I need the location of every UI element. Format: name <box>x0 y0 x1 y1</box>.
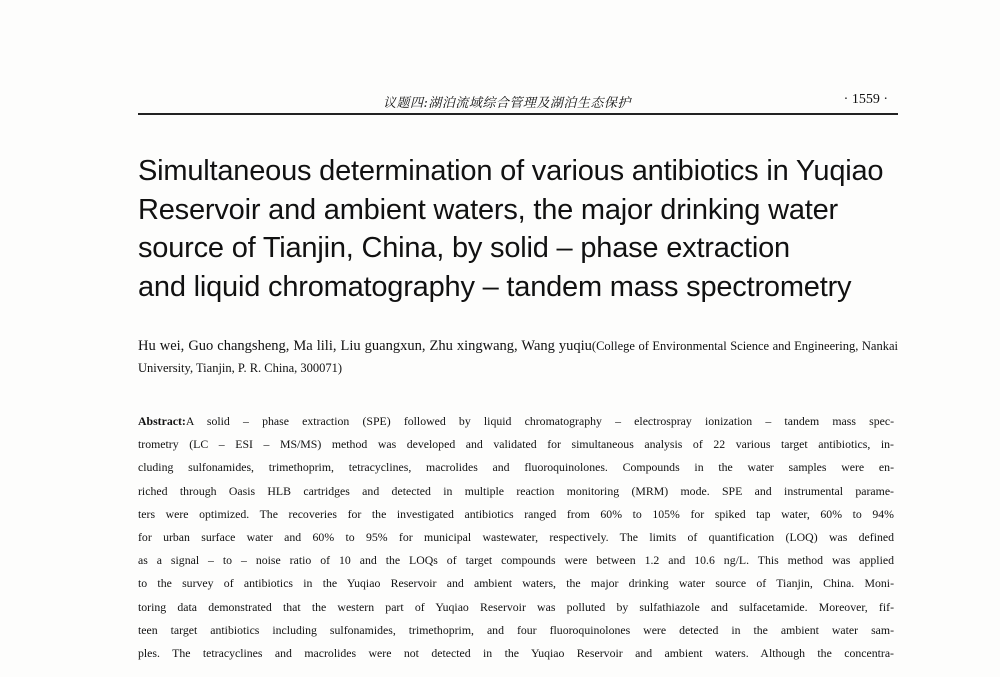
page-number: · 1559 · <box>843 92 888 107</box>
abstract-line: trometry (LC – ESI – MS/MS) method was developed and validated for simultaneous analysis of 22 various target antibiotics, in- <box>138 437 894 452</box>
abstract-line: riched through Oasis HLB cartridges and detected in multiple reaction monitoring (MRM) mode. SPE and instrumental parame- <box>138 483 894 498</box>
abstract-line: for urban surface water and 60% to 95% for municipal wastewater, respectively. The limits of quantification (LOQ) was defined <box>138 530 894 545</box>
title-line: Simultaneous determination of various antibiotics in Yuqiao <box>138 155 884 187</box>
abstract-line: to the survey of antibiotics in the Yuqiao Reservoir and ambient waters, the major drinking water source of Tianjin, China. Moni- <box>138 576 894 591</box>
header-rule <box>138 113 898 115</box>
abstract-line: teen target antibiotics including sulfonamides, trimethoprim, and four fluoroquinolones were detected in the ambient water sam- <box>138 622 894 637</box>
author-names: Hu wei, Guo changsheng, Ma lili, Liu guangxun, Zhu xingwang, Wang yuqiu <box>138 338 592 354</box>
title-line: Reservoir and ambient waters, the major drinking water <box>138 193 839 226</box>
author-affiliation: (College of Environmental Science and Engineering, Nankai University, Tianjin, P. R. China, 300071) <box>138 339 898 375</box>
abstract-line: ters were optimized. The recoveries for the investigated antibiotics ranged from 60% to 105% for spiked tap water, 60% to 94% <box>138 506 894 521</box>
section-title: 议题四:湖泊流域综合管理及湖泊生态保护 <box>383 96 631 111</box>
running-header <box>138 90 898 110</box>
abstract-line <box>138 410 894 433</box>
abstract-line: cluding sulfonamides, trimethoprim, tetracyclines, macrolides and fluoroquinolones. Compounds in the water samples were en- <box>138 460 894 475</box>
title-line: source of Tianjin, China, by solid – phase extraction <box>138 232 790 264</box>
abstract-line: ples. The tetracyclines and macrolides were not detected in the Yuqiao Reservoir and ambient waters. Although the concentra- <box>138 646 894 661</box>
abstract-label: Abstract: <box>138 414 186 428</box>
paper-title <box>138 152 884 306</box>
abstract-line-text: A solid – phase extraction (SPE) followed by liquid chromatography – electrospray ionization – tandem mass spec- <box>185 414 894 428</box>
title-line: and liquid chromatography – tandem mass spectrometry <box>138 270 852 303</box>
abstract-line: as a signal – to – noise ratio of 10 and the LOQs of target compounds were between 1.2 and 10.6 ng/L. This method was applied <box>138 553 894 568</box>
author-block <box>138 335 898 379</box>
abstract-line: toring data demonstrated that the western part of Yuqiao Reservoir was polluted by sulfathiazole and sulfacetamide. Moreover, fif- <box>138 599 894 614</box>
abstract <box>138 410 894 665</box>
